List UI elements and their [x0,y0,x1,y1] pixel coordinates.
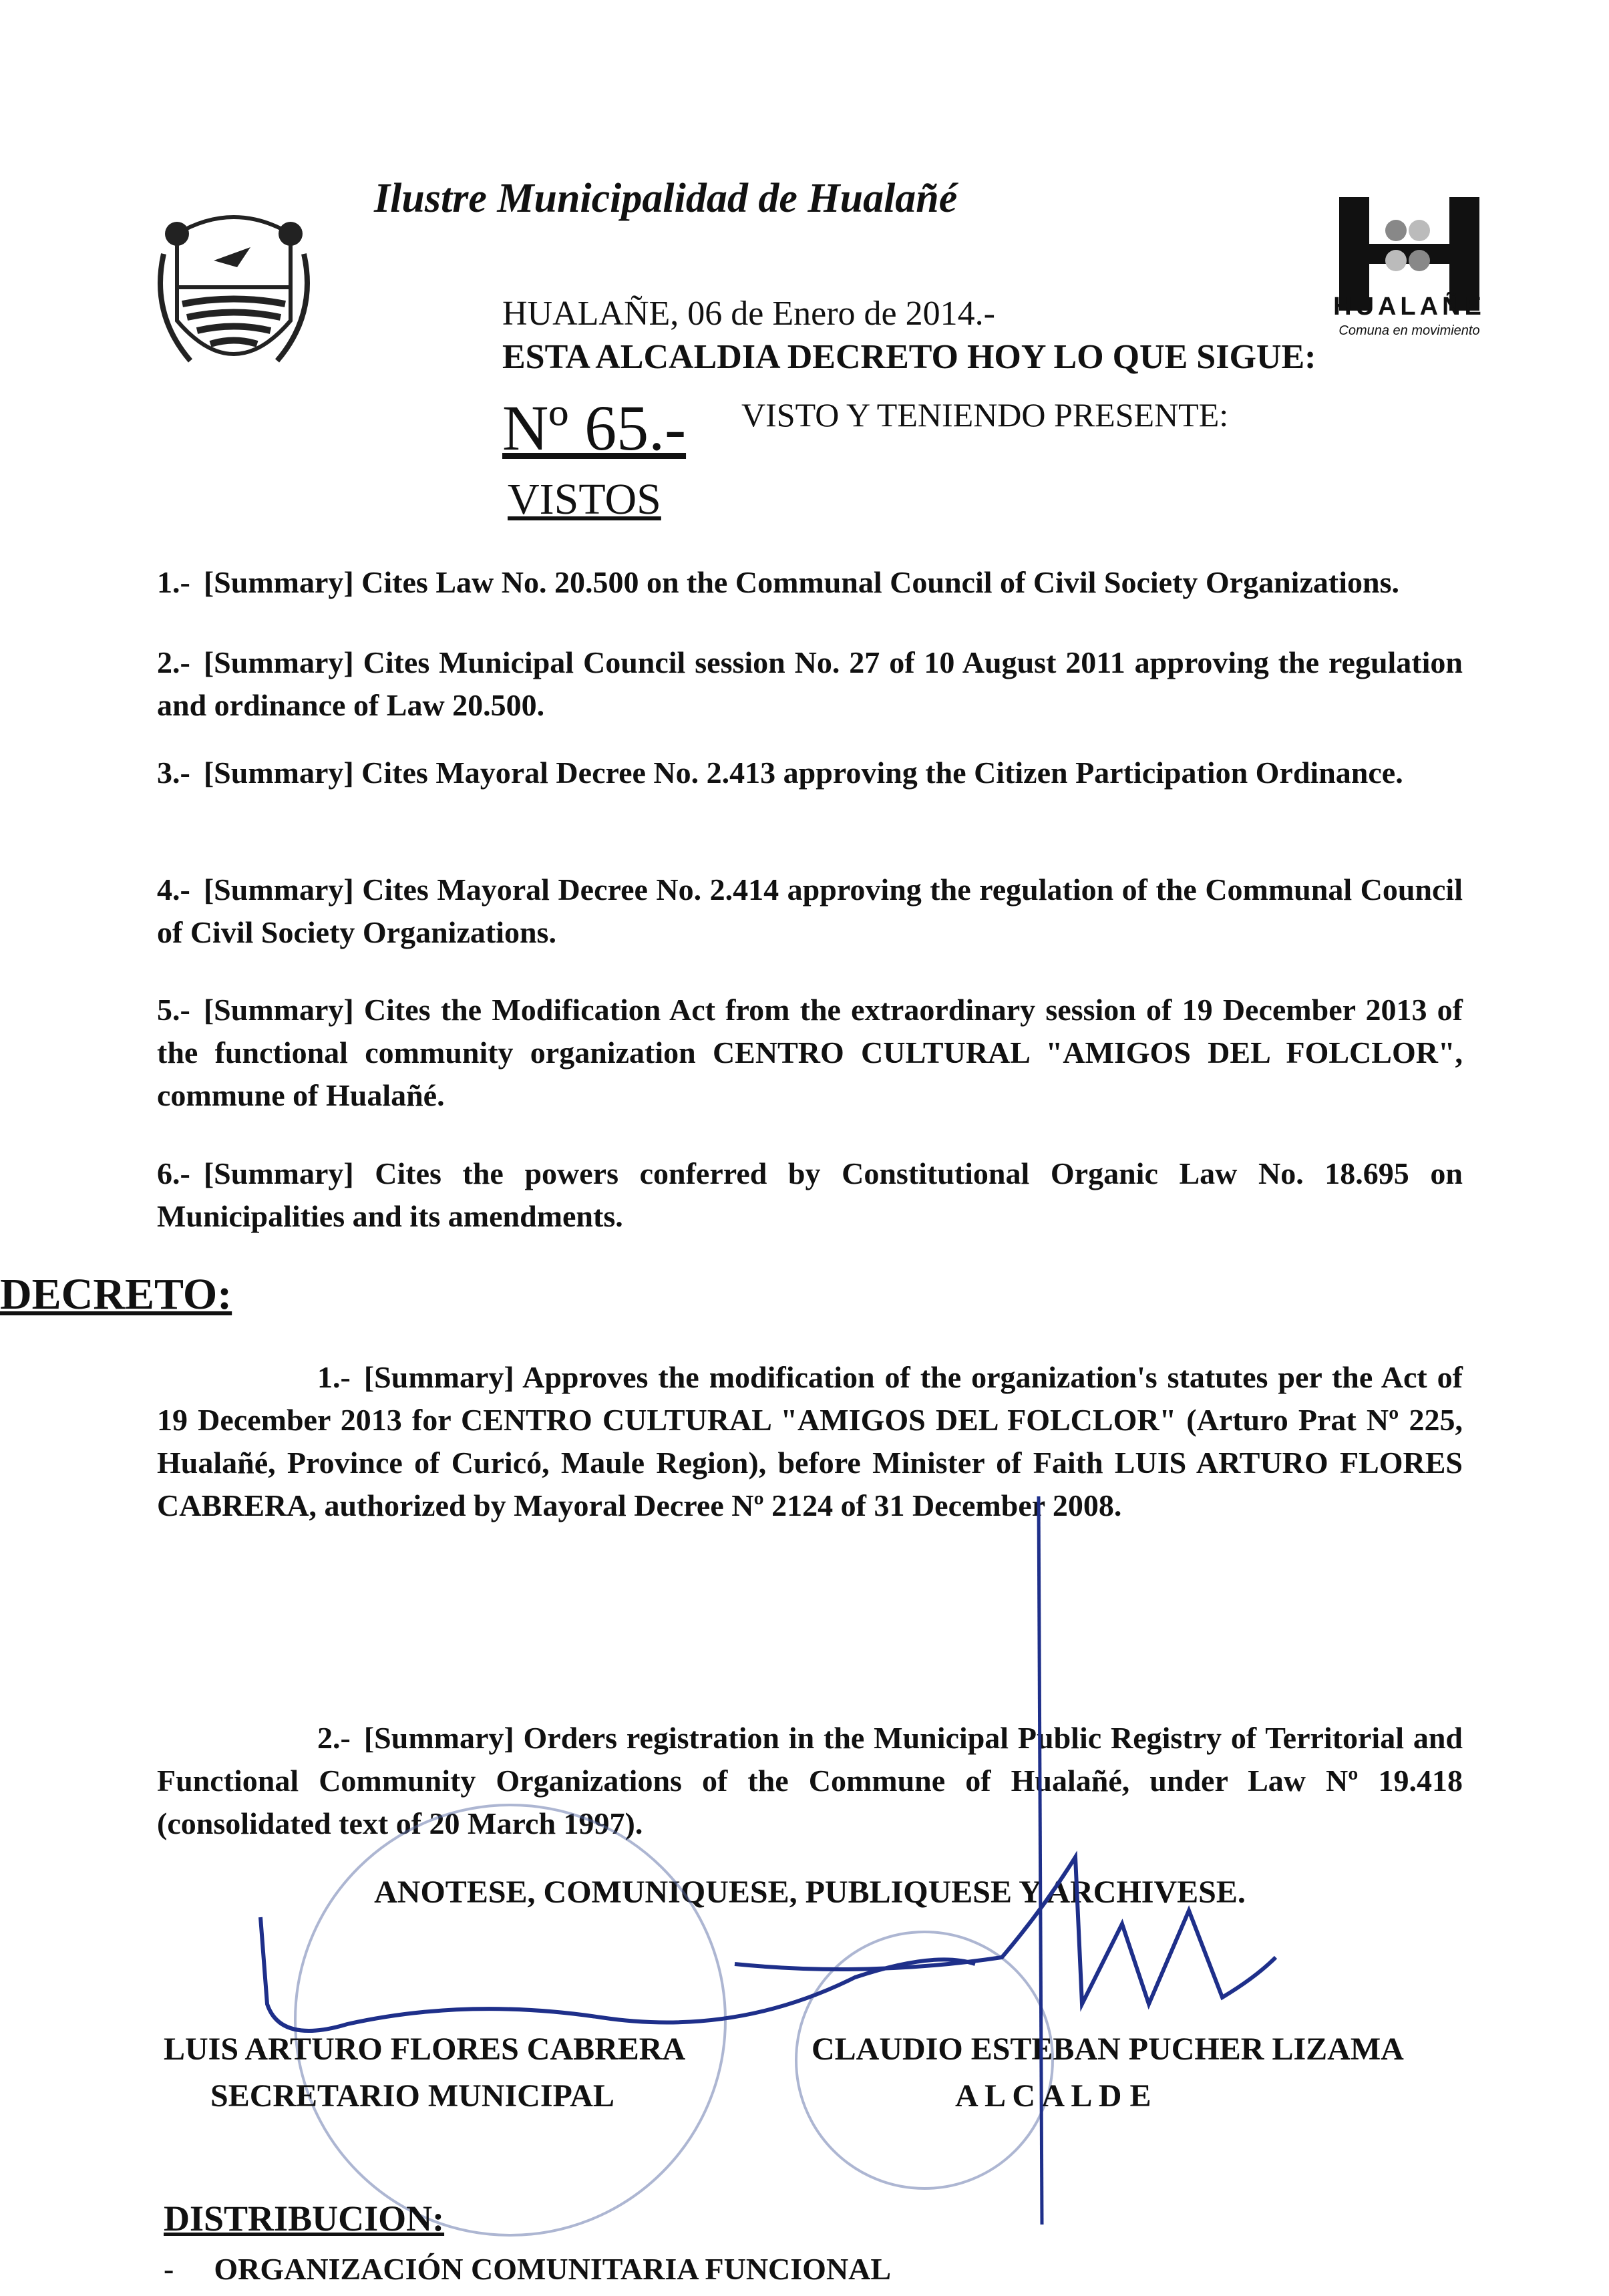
visto-item-5 [157,989,1463,1117]
item-text: [Summary] Cites the powers conferred by Constitutional Organic Law No. 18.695 on Municipalities and its amendments. [157,1156,1463,1233]
item-text: [Summary] Cites Law No. 20.500 on the Communal Council of Civil Society Organizations. [203,565,1399,599]
distribution-text: ORGANIZACIÓN COMUNITARIA FUNCIONAL [214,2252,892,2286]
vistos-heading: VISTOS [508,475,661,524]
item-text: [Summary] Cites Mayoral Decree No. 2.414 approving the regulation of the Communal Council of Civil Society Organizations. [157,872,1463,949]
item-number: 1.- [157,565,190,599]
item-number: 1.- [317,1360,351,1394]
visto-intro: VISTO Y TENIENDO PRESENTE: [741,396,1229,434]
municipal-coat-of-arms-icon [150,194,317,394]
decreto-item-2 [157,1717,1463,1845]
visto-item-6 [157,1152,1463,1238]
decreto-item-1 [157,1356,1463,1527]
bullet: - [164,2252,174,2286]
item-number: 2.- [157,645,190,679]
distribution-heading: DISTRIBUCION: [164,2198,445,2239]
municipal-stamp-left [294,1804,727,2237]
decree-subhead: ESTA ALCALDIA DECRETO HOY LO QUE SIGUE: [502,338,1316,376]
visto-item-4 [157,868,1463,954]
item-text: [Summary] Cites the Modification Act from the extraordinary session of 19 December 2013 of the functional community organization CENTRO CULTURAL "AMIGOS DEL FOLCLOR", commune of Hualañé. [157,993,1463,1112]
right-signatory-name: CLAUDIO ESTEBAN PUCHER LIZAMA [812,2031,1404,2067]
visto-item-3 [157,752,1463,794]
visto-item-2 [157,641,1463,727]
distribution-item [164,2251,891,2287]
left-signatory-title: SECRETARIO MUNICIPAL [210,2078,614,2114]
right-signatory-title: A L C A L D E [955,2078,1151,2114]
decree-number: Nº 65.- [502,392,687,464]
place-date: HUALAÑE, 06 de Enero de 2014.- [502,295,995,333]
item-text: [Summary] Approves the modification of the organization's statutes per the Act of 19 December 2013 for CENTRO CULTURAL "AMIGOS DEL FOLCLOR" (Arturo Prat Nº 225, Hualañé, Province of Curicó, Maule Region), before Minister of Faith LUIS ARTURO FLORES CABRERA, authorized by Mayoral Decree Nº 2124 of 31 December 2008. [157,1360,1463,1522]
item-number: 4.- [157,872,190,907]
decreto-heading: DECRETO: [0,1270,232,1319]
visto-item-1 [157,561,1463,604]
item-number: 6.- [157,1156,190,1190]
item-text: [Summary] Orders registration in the Municipal Public Registry of Territorial and Functional Community Organizations of the Commune of Hualañé, under Law Nº 19.418 (consolidated text of 20 March 1997). [157,1721,1463,1840]
left-signatory-name: LUIS ARTURO FLORES CABRERA [164,2031,686,2067]
municipality-title: Ilustre Municipalidad de Hualañé [374,176,958,221]
closing-formula: ANOTESE, COMUNIQUESE, PUBLIQUESE Y ARCHIVESE. [374,1874,1246,1910]
item-number: 3.- [157,756,190,790]
item-text: [Summary] Cites Municipal Council session No. 27 of 10 August 2011 approving the regulation and ordinance of Law 20.500. [157,645,1463,722]
item-number: 5.- [157,993,190,1027]
logo-tagline: Comuna en movimiento [1338,323,1480,338]
logo-name: HUALAÑE [1333,293,1485,321]
item-number: 2.- [317,1721,351,1755]
item-text: [Summary] Cites Mayoral Decree No. 2.413 approving the Citizen Participation Ordinance. [203,756,1403,790]
